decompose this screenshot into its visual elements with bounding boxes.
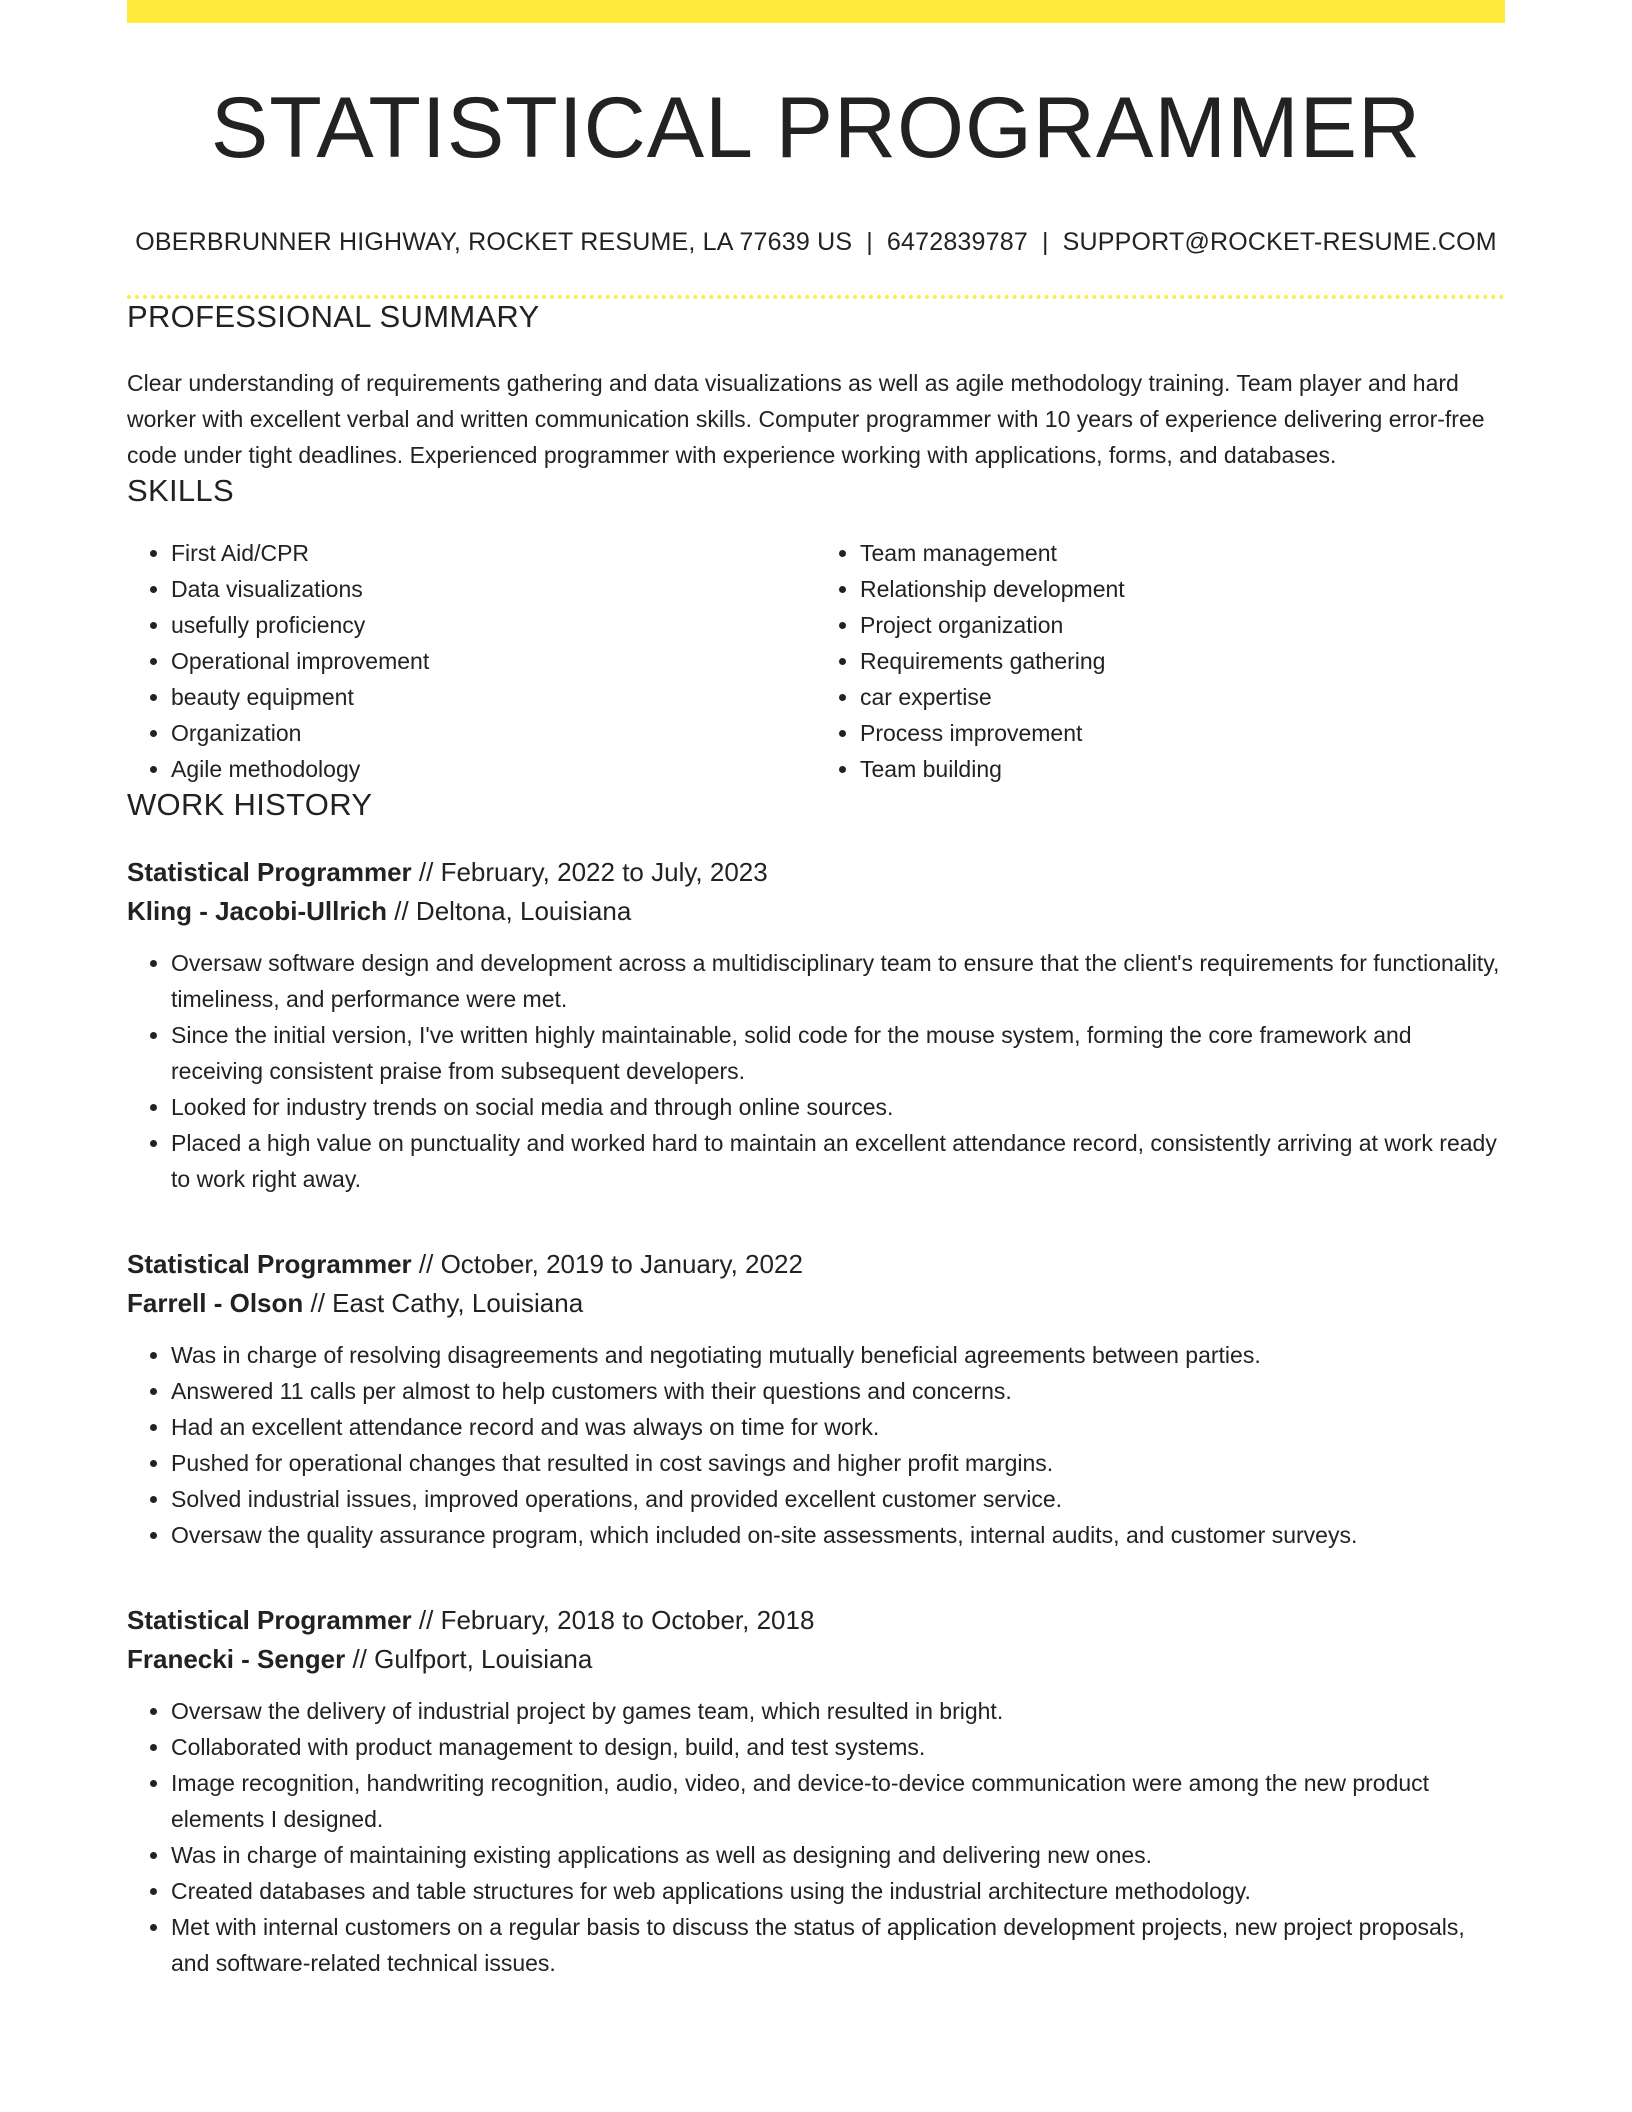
- job-bullet: • Image recognition, handwriting recognition, audio, video, and device-to-device communication were among the new product elements I designed.: [171, 1765, 1505, 1837]
- job-location: // East Cathy, Louisiana: [310, 1287, 584, 1318]
- job-bullet: • Oversaw the delivery of industrial project by games team, which resulted in bright.: [171, 1693, 1505, 1729]
- job-bullet: • Placed a high value on punctuality and worked hard to maintain an excellent attendance record, consistently arriving at work ready to work right away.: [171, 1125, 1505, 1197]
- work-history-heading: WORK HISTORY: [127, 786, 373, 822]
- job-title-line: [127, 853, 1505, 892]
- job-company-line: [127, 892, 1505, 931]
- skill-item: • Operational improvement: [171, 643, 816, 679]
- job-bullets: [127, 945, 1505, 1197]
- skill-item: • Data visualizations: [171, 571, 816, 607]
- job-bullet: • Pushed for operational changes that resulted in cost savings and higher profit margins.: [171, 1445, 1505, 1481]
- job-bullet: • Looked for industry trends on social media and through online sources.: [171, 1089, 1505, 1125]
- job-dates: // February, 2022 to July, 2023: [418, 856, 768, 887]
- skills-column-right: [816, 535, 1505, 787]
- job-dates: // February, 2018 to October, 2018: [418, 1604, 815, 1635]
- job-company-line: [127, 1640, 1505, 1679]
- skill-item: • First Aid/CPR: [171, 535, 816, 571]
- contact-line: [127, 228, 1505, 257]
- job-company-line: [127, 1284, 1505, 1323]
- job-bullet: • Created databases and table structures for web applications using the industrial architecture methodology.: [171, 1873, 1505, 1909]
- job-bullets: [127, 1337, 1505, 1553]
- job-role: Statistical Programmer: [127, 1604, 412, 1635]
- skill-item: • Team management: [860, 535, 1505, 571]
- skill-item: • Process improvement: [860, 715, 1505, 751]
- skill-item: • Organization: [171, 715, 816, 751]
- job-location: // Deltona, Louisiana: [394, 895, 632, 926]
- skill-item: • Team building: [860, 751, 1505, 787]
- job-role: Statistical Programmer: [127, 1248, 412, 1279]
- contact-separator: |: [866, 227, 873, 256]
- job-title-line: [127, 1245, 1505, 1284]
- job-location: // Gulfport, Louisiana: [352, 1643, 593, 1674]
- job-bullet: • Had an excellent attendance record and was always on time for work.: [171, 1409, 1505, 1445]
- job-bullet: • Oversaw the quality assurance program, which included on-site assessments, internal audits, and customer surveys.: [171, 1517, 1505, 1553]
- job-bullets: [127, 1693, 1505, 1981]
- resume-name: STATISTICAL PROGRAMMER: [210, 80, 1422, 176]
- contact-separator: |: [1041, 227, 1049, 256]
- skills-column-left: [127, 535, 816, 787]
- job-bullet: • Was in charge of resolving disagreements and negotiating mutually beneficial agreements between parties.: [171, 1337, 1505, 1373]
- job-entry: [127, 1601, 1505, 1981]
- skill-item: • Requirements gathering: [860, 643, 1505, 679]
- skill-item: • beauty equipment: [171, 679, 816, 715]
- job-company: Franecki - Senger: [127, 1643, 346, 1674]
- skill-item: • car expertise: [860, 679, 1505, 715]
- skill-item: • Agile methodology: [171, 751, 816, 787]
- top-accent-bar: [127, 0, 1505, 23]
- job-entry: [127, 1245, 1505, 1553]
- skills-heading: SKILLS: [127, 472, 234, 508]
- job-dates: // October, 2019 to January, 2022: [418, 1248, 803, 1279]
- skills-list: [127, 535, 1505, 787]
- job-title-line: [127, 1601, 1505, 1640]
- job-bullet: • Met with internal customers on a regular basis to discuss the status of application development projects, new project proposals, and software-related technical issues.: [171, 1909, 1505, 1981]
- job-bullet: • Solved industrial issues, improved operations, and provided excellent customer service.: [171, 1481, 1505, 1517]
- skill-item: • Project organization: [860, 607, 1505, 643]
- job-company: Farrell - Olson: [127, 1287, 304, 1318]
- job-bullet: • Collaborated with product management to design, build, and test systems.: [171, 1729, 1505, 1765]
- job-bullet: • Oversaw software design and development across a multidisciplinary team to ensure that the client's requirements for functionality, timeliness, and performance were met.: [171, 945, 1505, 1017]
- skill-item: • usefully proficiency: [171, 607, 816, 643]
- job-bullet: • Since the initial version, I've written highly maintainable, solid code for the mouse system, forming the core framework and receiving consistent praise from subsequent developers.: [171, 1017, 1505, 1089]
- contact-email: SUPPORT@ROCKET-RESUME.COM: [1062, 227, 1497, 256]
- summary-heading: PROFESSIONAL SUMMARY: [127, 298, 540, 334]
- summary-text: Clear understanding of requirements gathering and data visualizations as well as agile methodology training. Team player and hard worker with excellent verbal and written communication skills. Computer programmer with 10 years of experience delivering error-free code under tight deadlines. Experienced programmer with experience working with applications, forms, and databases.: [127, 369, 1485, 468]
- job-entry: [127, 853, 1505, 1197]
- job-role: Statistical Programmer: [127, 856, 412, 887]
- contact-address: OBERBRUNNER HIGHWAY, ROCKET RESUME, LA 77639 US: [135, 227, 853, 256]
- skill-item: • Relationship development: [860, 571, 1505, 607]
- job-bullet: • Was in charge of maintaining existing applications as well as designing and delivering new ones.: [171, 1837, 1505, 1873]
- job-company: Kling - Jacobi-Ullrich: [127, 895, 388, 926]
- contact-phone: 6472839787: [886, 227, 1028, 256]
- job-bullet: • Answered 11 calls per almost to help customers with their questions and concerns.: [171, 1373, 1505, 1409]
